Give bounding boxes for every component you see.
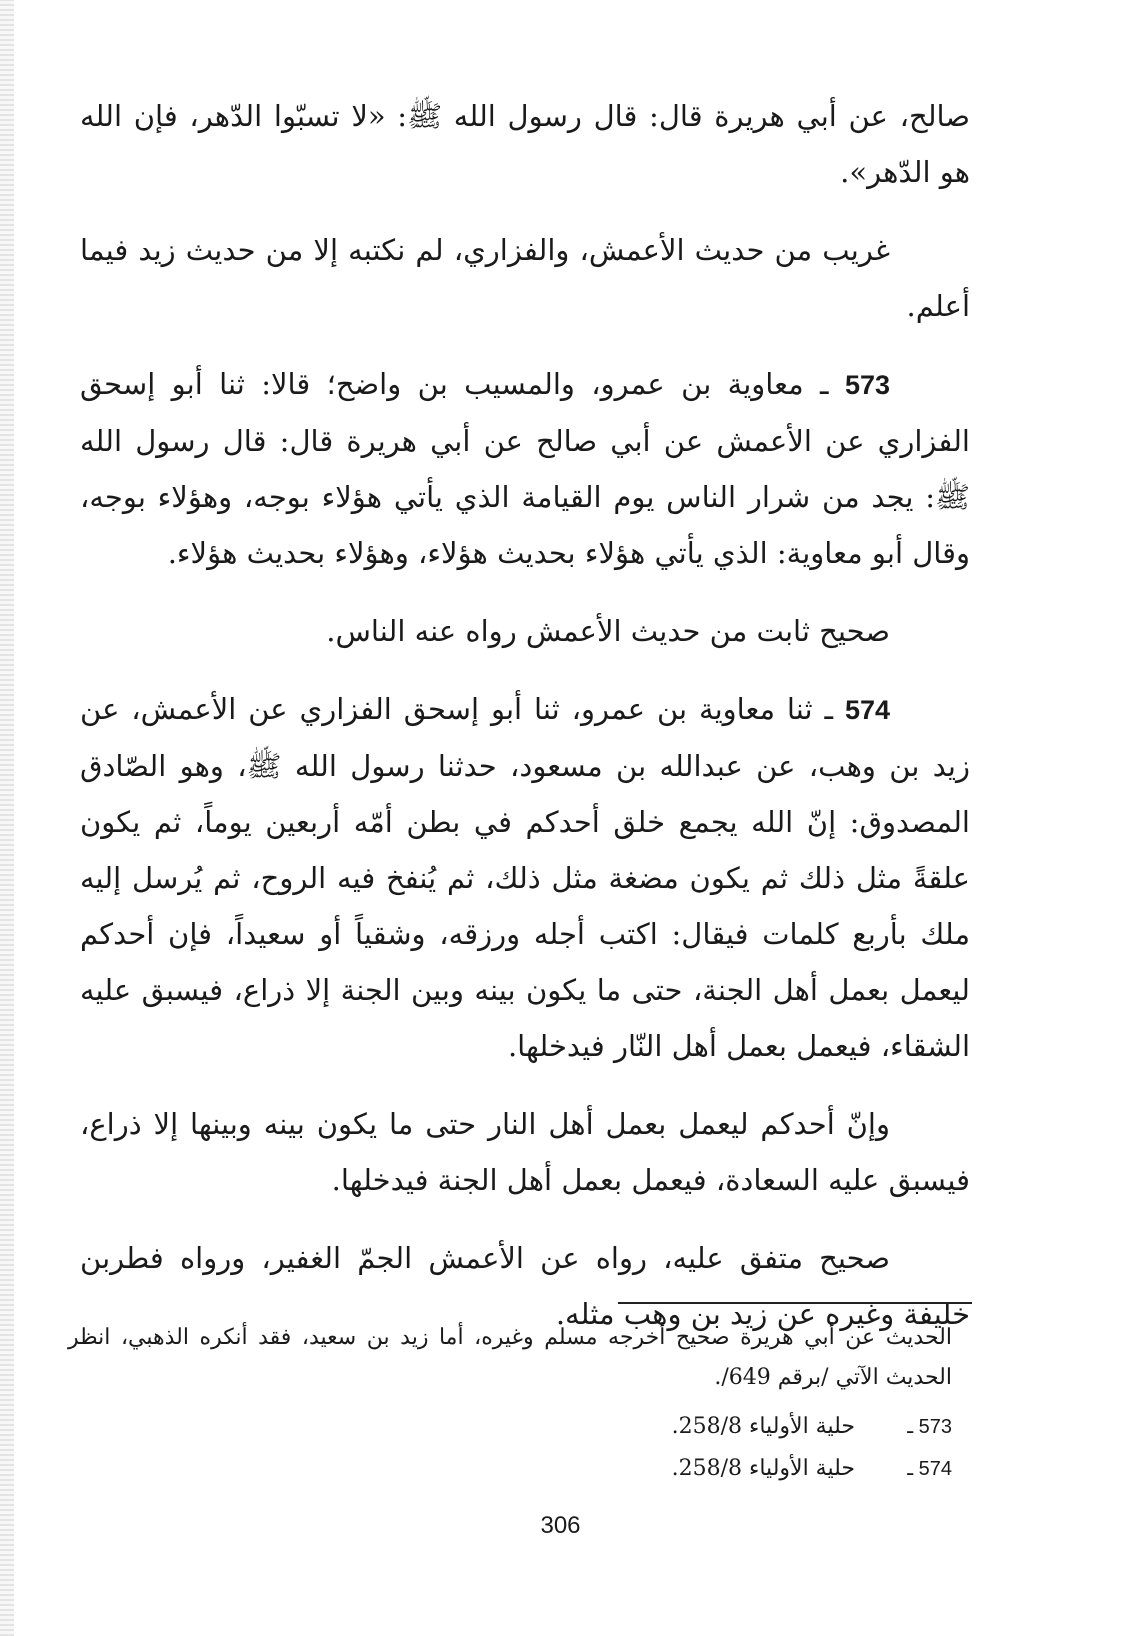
paragraph-hadith-573-grade: صحيح ثابت من حديث الأعمش رواه عنه الناس. bbox=[326, 614, 890, 648]
hadith-573-text: ـ معاوية بن عمرو، والمسيب بن واضح؛ قالا: ثنا أبو إسحق الفزاري عن الأعمش عن أبي صالح عن أبي هريرة قال: قال رسول الله ﷺ: يجد من شرار الناس يوم القيامة الذي يأتي هؤلاء بوجه، وهؤلاء بوجه، وقال أبو معاوية: الذي يأتي هؤلاء بحديث هؤلاء، وهؤلاء بحديث هؤلاء. bbox=[80, 367, 970, 570]
footnote-ref-573 bbox=[68, 1406, 970, 1448]
footnote-main: الحديث عن أبي هريرة صحيح أخرجه مسلم وغيره، أما زيد بن سعيد، فقد أنكره الذهبي، انظر الحديث الآتي /برقم 649/. bbox=[68, 1325, 952, 1390]
page-number: 306 bbox=[540, 1512, 581, 1539]
footnote-ref-text: حلية الأولياء 258/8. bbox=[671, 1414, 855, 1439]
paragraph-hadith-574-continuation: وإنّ أحدكم ليعمل بعمل أهل النار حتى ما يكون بينه وبينها إلا ذراع، فيسبق عليه السعادة، فيعمل بعمل أهل الجنة فيدخلها. bbox=[80, 1107, 970, 1197]
paragraph-hadith-572-grade: غريب من حديث الأعمش، والفزاري، لم نكتبه إلا من حديث زيد فيما أعلم. bbox=[80, 233, 970, 323]
hadith-number-573: 573 bbox=[844, 370, 890, 400]
paragraph-hadith-572-end: صالح، عن أبي هريرة قال: قال رسول الله ﷺ: «لا تسبّوا الدّهر، فإن الله هو الدّهر». bbox=[80, 99, 970, 189]
footnote-separator bbox=[618, 1302, 972, 1304]
footnotes bbox=[68, 1318, 970, 1490]
page-body bbox=[80, 88, 970, 1364]
footnote-ref-number: 574 ـ bbox=[907, 1458, 952, 1480]
footnote-ref-number: 573 ـ bbox=[907, 1416, 952, 1438]
scan-edge-artifact bbox=[0, 0, 14, 1636]
paragraph-hadith-574-grade: صحيح متفق عليه، رواه عن الأعمش الجمّ الغفير، ورواه فطربن خليفة وغيره عن زيد بن وهب مثله. bbox=[80, 1241, 970, 1331]
paragraph-hadith-574 bbox=[80, 681, 970, 1074]
hadith-number-574: 574 bbox=[844, 695, 891, 725]
footnote-ref-text: حلية الأولياء 258/8. bbox=[671, 1456, 855, 1481]
paragraph-hadith-573 bbox=[80, 356, 970, 581]
footnote-ref-574 bbox=[68, 1448, 970, 1490]
hadith-574-text: ـ ثنا معاوية بن عمرو، ثنا أبو إسحق الفزاري عن الأعمش، عن زيد بن وهب، عن عبدالله بن مسعود، حدثنا رسول الله ﷺ، وهو الصّادق المصدوق: إنّ الله يجمع خلق أحدكم في بطن أمّه أربعين يوماً، ثم يكون علقةً مثل ذلك ثم يكون مضغة مثل ذلك، ثم يُنفخ فيه الروح، ثم يُرسل إليه ملك بأربع كلمات فيقال: اكتب أجله ورزقه، وشقياً أو سعيداً، فإن أحدكم ليعمل بعمل أهل الجنة، حتى ما يكون بينه وبين الجنة إلا ذراع، فيسبق عليه الشقاء، فيعمل بعمل أهل النّار فيدخلها. bbox=[80, 692, 970, 1063]
